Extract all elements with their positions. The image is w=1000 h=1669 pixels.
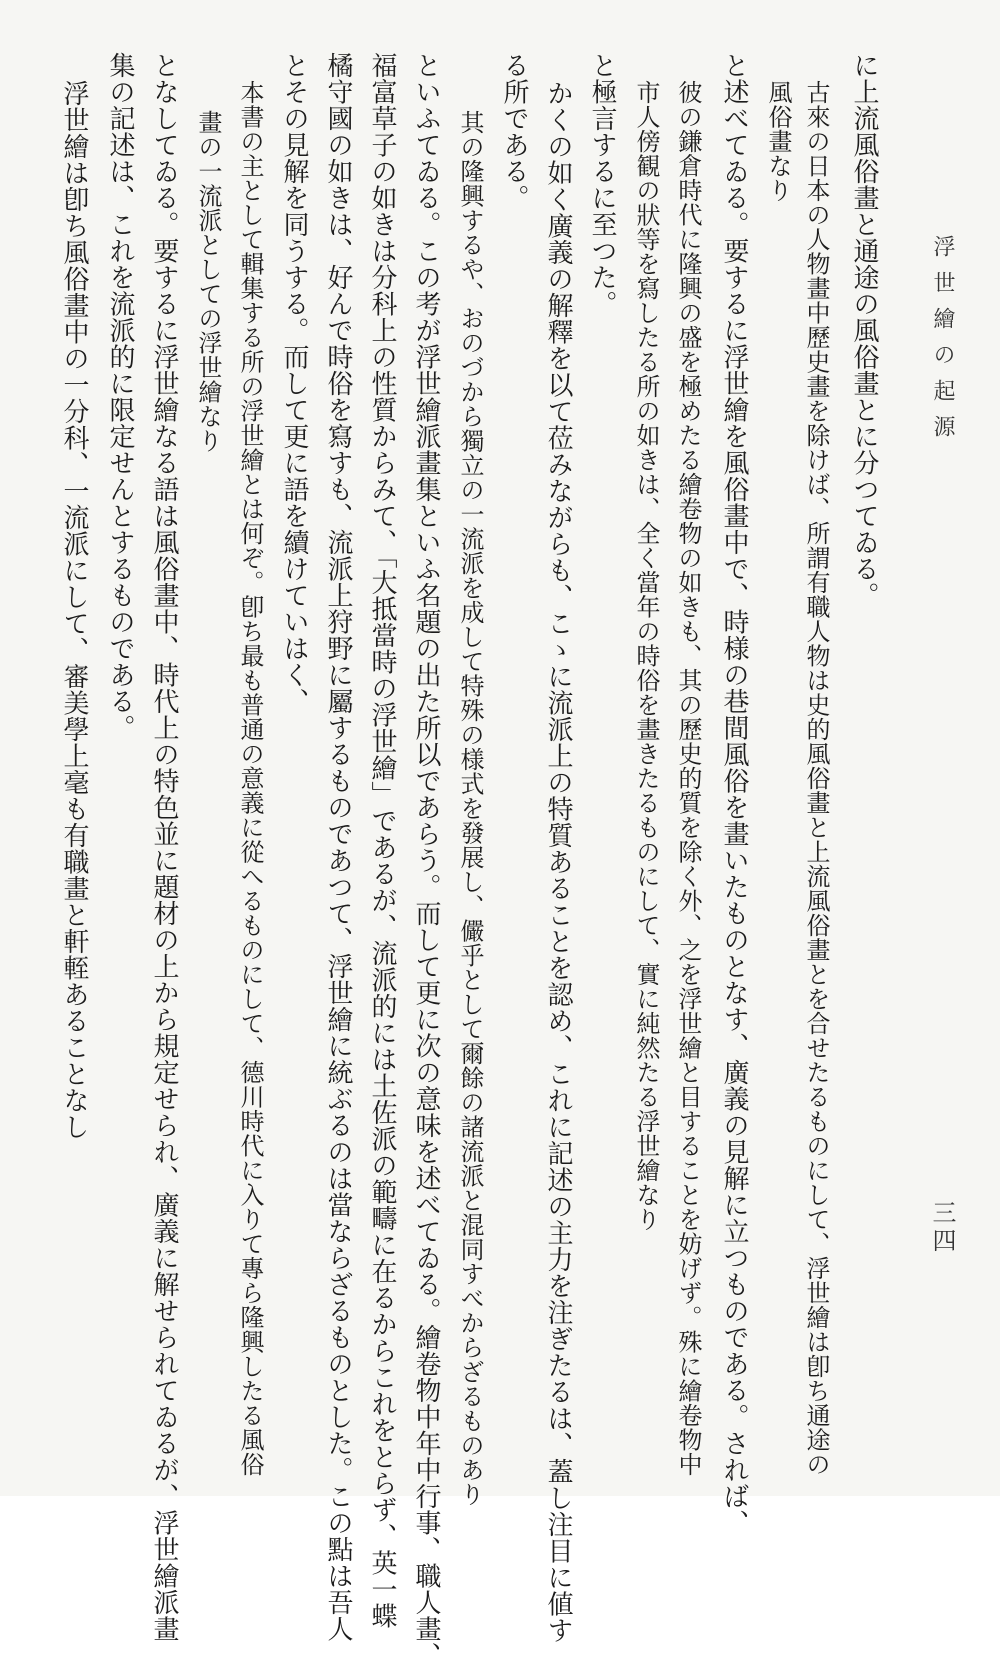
quote-column: 市人傍観の狀等を寫したる所の如きは、全く當年の時俗を畫きたるものにして、實に純然たる浮世繪なり bbox=[632, 80, 660, 1232]
text-column: となしてゐる。要するに浮世繪なる語は風俗畫中、時代上の特色並に題材の上から規定せられ、廣義に解せられてゐるが、浮世繪派畫 bbox=[149, 52, 179, 1642]
page-number: 三四 bbox=[928, 1200, 956, 1256]
quote-column: 其の隆興するや、おのづから獨立の一流派を成して特殊の様式を發展し、儼乎として爾餘の諸流派と混同すべからざるものあり bbox=[456, 110, 484, 1507]
quote-column: 本書の主として輯集する所の浮世繪とは何ぞ。卽ち最も普通の意義に從へるものにして、德川時代に入りて專ら隆興したる風俗 bbox=[236, 80, 264, 1477]
quote-column: 古來の日本の人物畫中歷史畫を除けば、所謂有職人物は史的風俗畫と上流風俗畫とを合せたるものにして、浮世繪は卽ち通途の bbox=[802, 80, 830, 1477]
text-column: と極言するに至つた。 bbox=[587, 52, 617, 317]
quote-column: 彼の鎌倉時代に隆興の盛を極めたる繪卷物の如きも、其の歷史的質を除く外、之を浮世繪と目することを妨げず。殊に繪卷物中 bbox=[674, 80, 702, 1477]
text-column: といふてゐる。この考が浮世繪派畫集といふ名題の出た所以であらう。而して更に次の意味を述べてゐる。繪卷物中年中行事、職人畫、 bbox=[411, 52, 441, 1669]
running-header: 浮世繪の起源 bbox=[930, 235, 955, 451]
text-column: 浮世繪は卽ち風俗畫中の一分科、一流派にして、審美學上毫も有職畫と軒輊あることなし bbox=[59, 80, 89, 1140]
text-column: とその見解を同うする。而して更に語を續けていはく、 bbox=[279, 52, 309, 715]
text-column: 福富草子の如きは分科上の性質からみて、「大抵當時の浮世繪」であるが、流派的には土佐派の範疇に在るからこれをとらず、英一蝶 bbox=[367, 52, 397, 1629]
text-column: る所である。 bbox=[499, 52, 529, 211]
text-column: 集の記述は、これを流派的に限定せんとするものである。 bbox=[105, 52, 135, 741]
text-column: と述べてゐる。要するに浮世繪を風俗畫中で、時様の巷間風俗を畫いたものとなす、廣義の見解に立つものである。されば、 bbox=[719, 52, 749, 1536]
text-column: かくの如く廣義の解釋を以て莅みながらも、こゝに流派上の特質あることを認め、これに記述の主力を注ぎたるは、蓋し注目に値す bbox=[543, 80, 573, 1644]
text-column: に上流風俗畫と通途の風俗畫とに分つてゐる。 bbox=[849, 52, 879, 609]
text-column: 橘守國の如きは、好んで時俗を寫すも、流派上狩野に屬するものであつて、浮世繪に統ぶるのは當ならざるものとした。この點は吾人 bbox=[323, 52, 353, 1642]
quote-column: 風俗畫なり bbox=[764, 80, 792, 203]
quote-column: 畫の一流派としての浮世繪なり bbox=[194, 110, 222, 453]
